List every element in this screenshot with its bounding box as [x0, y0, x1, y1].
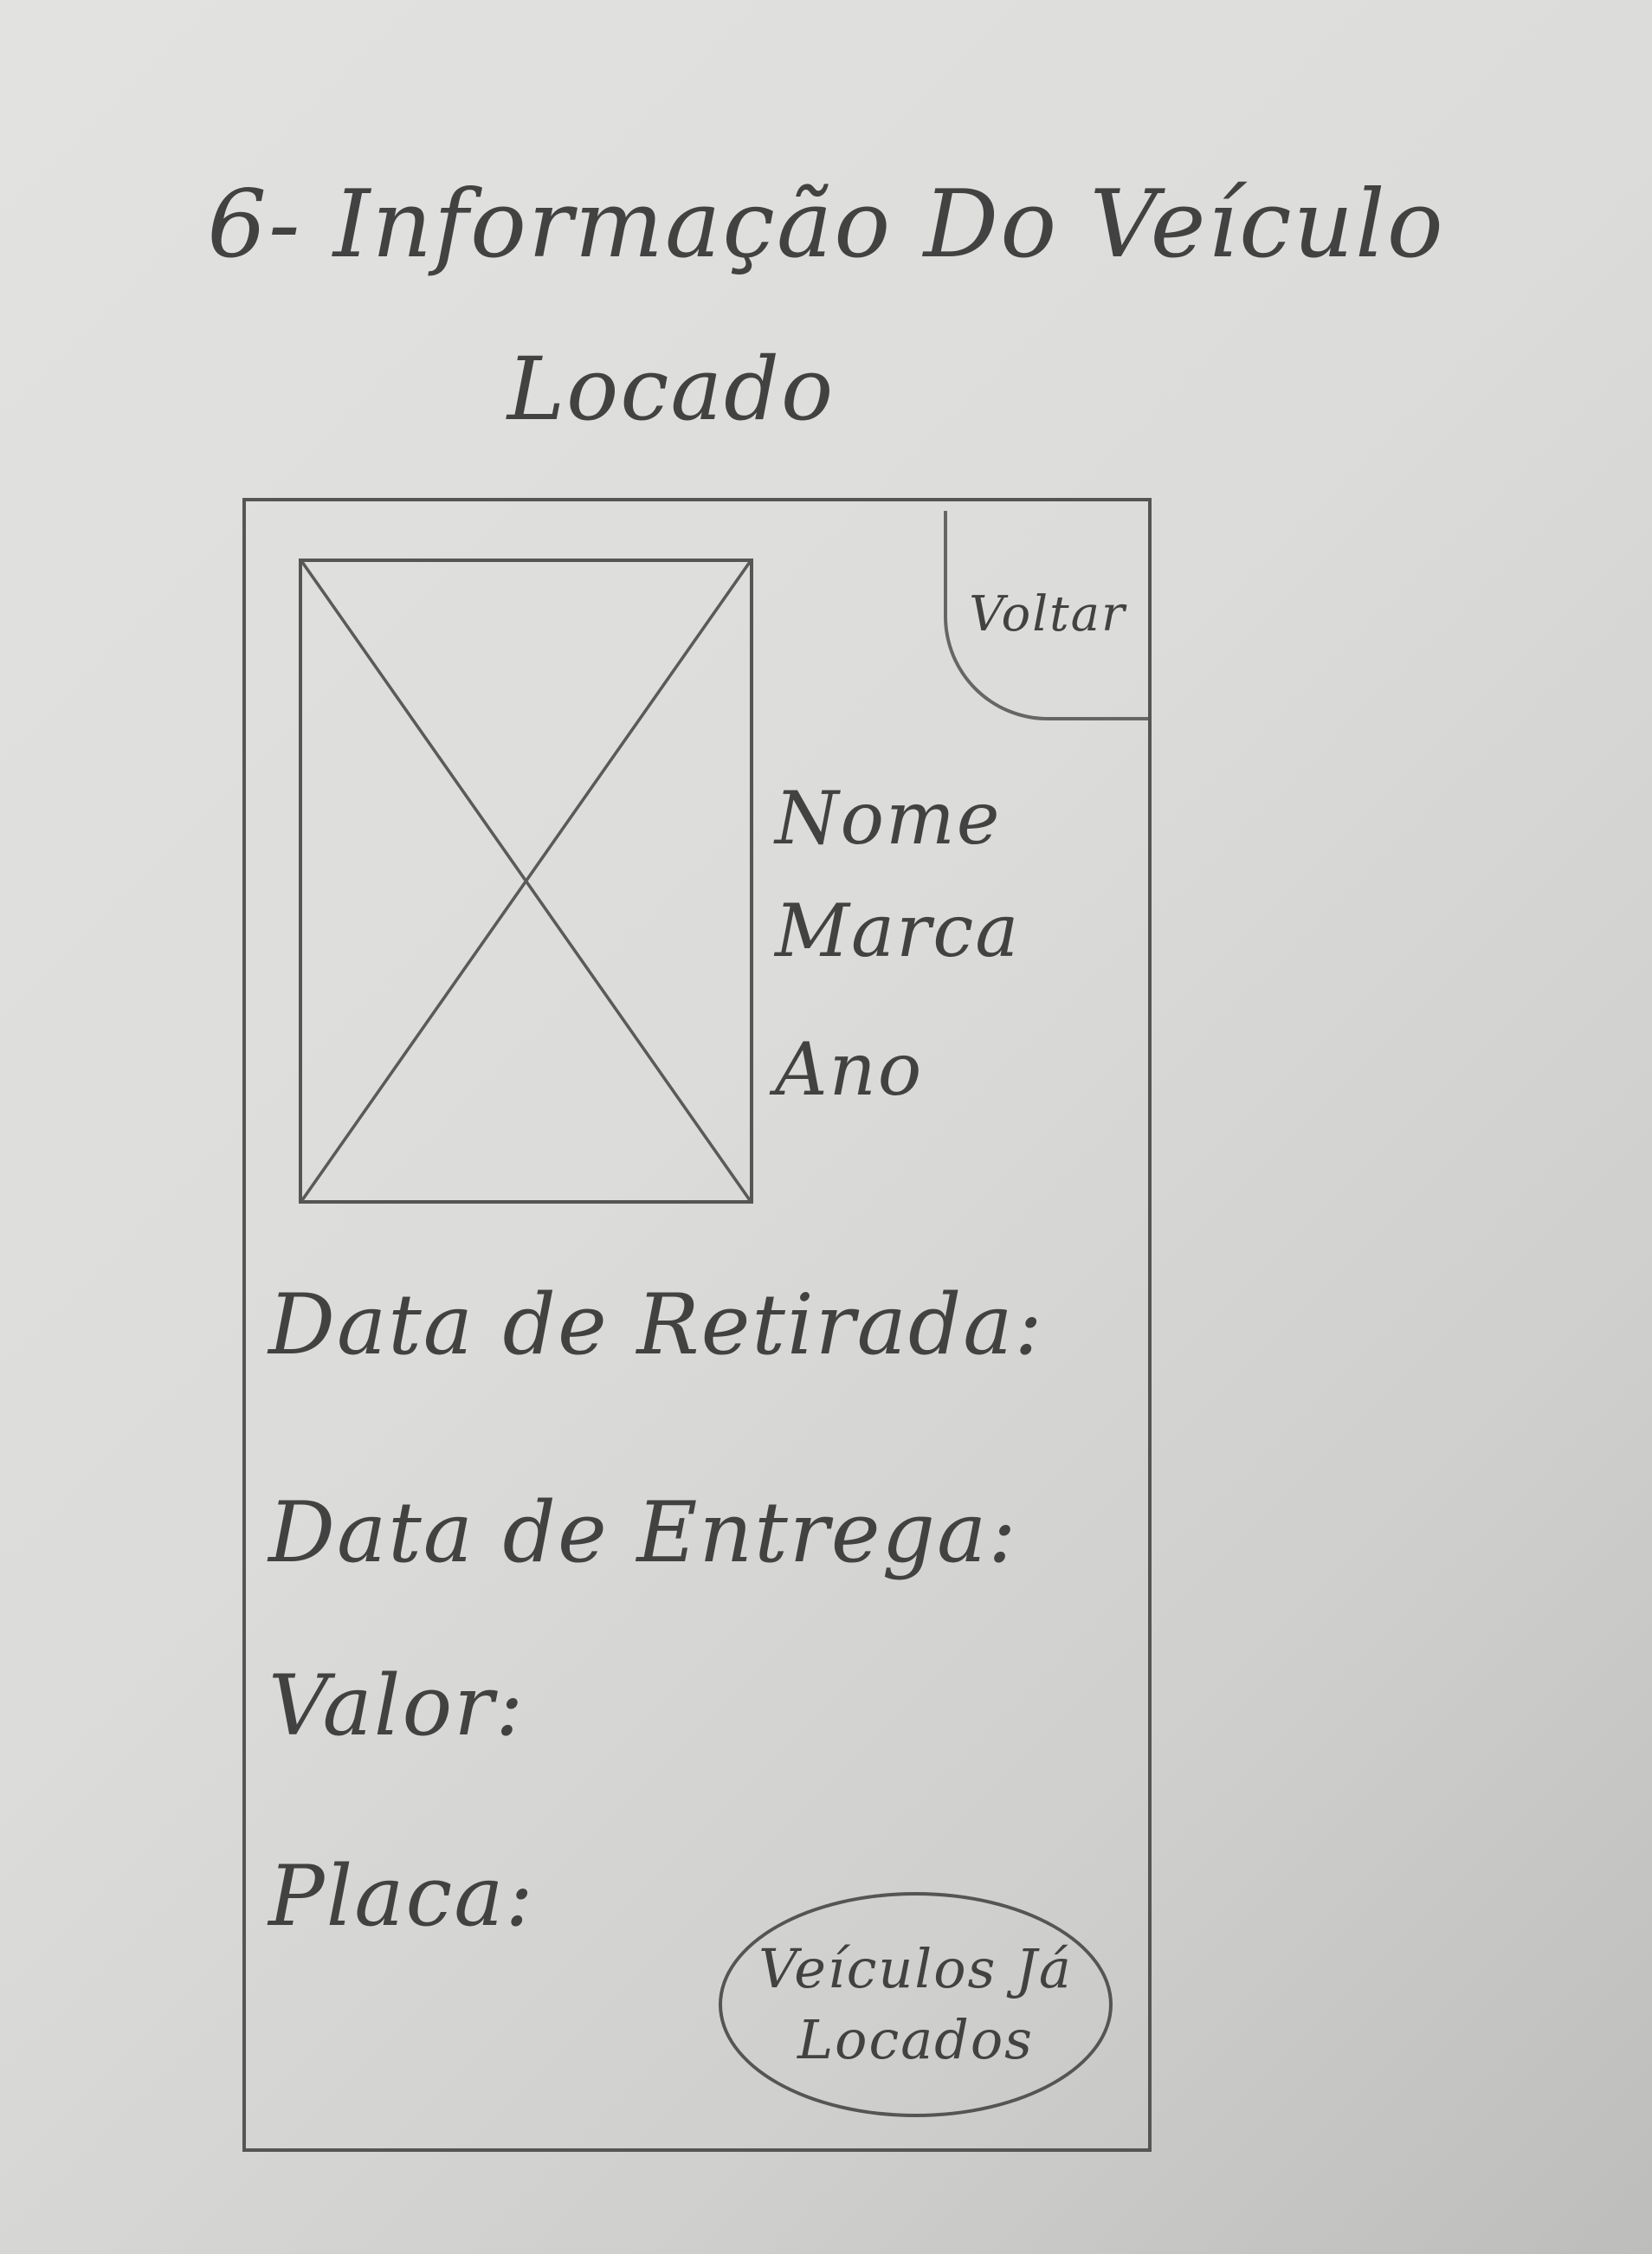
plate-label: Placa:: [268, 1848, 535, 1945]
back-button[interactable]: Voltar: [944, 511, 1148, 720]
return-date-label: Data de Entrega:: [268, 1484, 1018, 1581]
rented-vehicles-button[interactable]: [719, 1892, 1113, 2117]
vehicle-name-label: Nome: [775, 776, 1002, 861]
rented-vehicles-button-line2: Locados: [797, 2008, 1035, 2071]
vehicle-image-placeholder: [299, 559, 753, 1204]
page-subtitle: Locado: [507, 339, 836, 440]
page-title: 6- Informação Do Veículo: [207, 171, 1445, 279]
pickup-date-label: Data de Retirada:: [268, 1276, 1044, 1373]
vehicle-year-label: Ano: [775, 1027, 924, 1112]
rented-vehicles-button-line1: Veículos Já: [758, 1937, 1073, 2000]
image-placeholder-icon: [302, 562, 750, 1200]
vehicle-brand-label: Marca: [775, 888, 1021, 973]
price-label: Valor:: [268, 1657, 526, 1754]
